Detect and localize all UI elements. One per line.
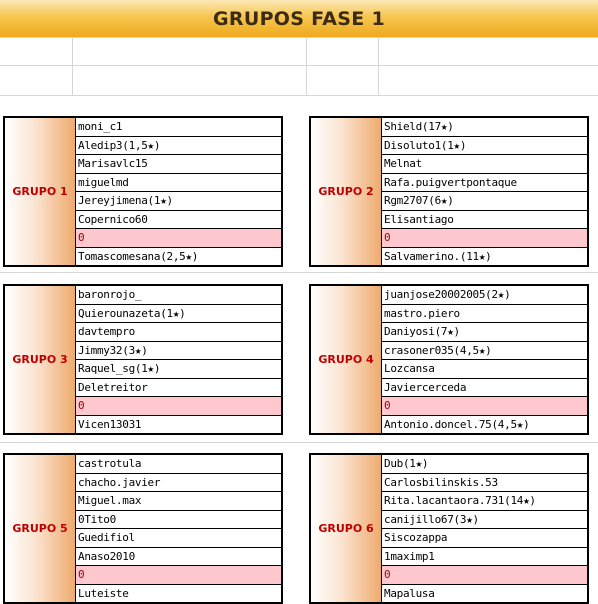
grid-line	[306, 37, 307, 95]
grid-line	[378, 37, 379, 95]
player-cell[interactable]: Dub(1★)	[382, 455, 587, 474]
player-cell[interactable]: Shield(17★)	[382, 118, 587, 137]
group-label: GRUPO 6	[311, 455, 382, 602]
player-cell[interactable]: Deletreitor	[76, 379, 281, 398]
player-cell[interactable]: davtempro	[76, 323, 281, 342]
player-cell[interactable]: 1maximp1	[382, 548, 587, 567]
grid-line	[0, 95, 598, 96]
player-cell[interactable]: mastro.piero	[382, 305, 587, 324]
empty-cell[interactable]: 0	[382, 229, 587, 248]
player-list	[76, 118, 281, 265]
group-label: GRUPO 3	[5, 286, 76, 433]
player-cell[interactable]: Guedifiol	[76, 529, 281, 548]
player-cell[interactable]: Mapalusa	[384, 586, 435, 600]
player-cell[interactable]: Anaso2010	[76, 548, 281, 567]
player-cell[interactable]: moni_c1	[76, 118, 281, 137]
player-cell[interactable]: crasoner035(4,5★)	[382, 342, 587, 361]
player-cell[interactable]: Rafa.puigvertpontaque	[382, 174, 587, 193]
player-cell[interactable]: Carlosbilinskis.53	[382, 474, 587, 493]
player-list	[76, 455, 281, 602]
empty-cell[interactable]: 0	[76, 566, 281, 585]
group-label: GRUPO 2	[311, 118, 382, 265]
player-cell[interactable]: Rita.lacantaora.731(14★)	[382, 492, 587, 511]
player-cell[interactable]: Javiercerceda	[382, 379, 587, 398]
player-cell[interactable]: Raquel_sg(1★)	[76, 360, 281, 379]
player-cell[interactable]: Quierounazeta(1★)	[76, 305, 281, 324]
group-1-table	[3, 116, 283, 267]
player-cell[interactable]: Rgm2707(6★)	[382, 192, 587, 211]
player-cell[interactable]: Jereyjimena(1★)	[76, 192, 281, 211]
player-list	[76, 286, 281, 433]
player-cell[interactable]: Aledip3(1,5★)	[76, 137, 281, 156]
empty-cell[interactable]: 0	[382, 566, 587, 585]
player-cell[interactable]: chacho.javier	[76, 474, 281, 493]
player-cell[interactable]: canijillo67(3★)	[382, 511, 587, 530]
player-cell[interactable]: Vicen13031	[78, 417, 142, 431]
player-cell[interactable]: Lozcansa	[382, 360, 587, 379]
player-cell[interactable]: Miguel.max	[76, 492, 281, 511]
group-5-table	[3, 453, 283, 604]
player-list	[382, 286, 587, 433]
group-label: GRUPO 1	[5, 118, 76, 265]
grid-line	[0, 65, 598, 66]
player-cell[interactable]: Marisavlc15	[76, 155, 281, 174]
group-2-table	[309, 116, 589, 267]
player-cell[interactable]: Copernico60	[76, 211, 281, 230]
player-cell[interactable]: 0Tito0	[76, 511, 281, 530]
grid-line	[72, 37, 73, 95]
group-label: GRUPO 4	[311, 286, 382, 433]
group-4-table	[309, 284, 589, 435]
player-cell[interactable]: Salvamerino.(11★)	[384, 249, 492, 263]
player-list	[382, 118, 587, 265]
grid-line	[0, 37, 598, 38]
player-list	[382, 455, 587, 602]
player-cell[interactable]: Siscozappa	[382, 529, 587, 548]
player-cell[interactable]: Elisantiago	[382, 211, 587, 230]
empty-cell[interactable]: 0	[76, 229, 281, 248]
player-cell[interactable]: Luteiste	[78, 586, 129, 600]
group-3-table	[3, 284, 283, 435]
player-cell[interactable]: Antonio.doncel.75(4,5★)	[384, 417, 530, 431]
player-cell[interactable]: Melnat	[382, 155, 587, 174]
player-cell[interactable]: Daniyosi(7★)	[382, 323, 587, 342]
player-cell[interactable]: Jimmy32(3★)	[76, 342, 281, 361]
player-cell[interactable]: castrotula	[76, 455, 281, 474]
grid-line	[0, 272, 598, 273]
page-title: GRUPOS FASE 1	[0, 0, 598, 37]
group-6-table	[309, 453, 589, 604]
player-cell[interactable]: baronrojo_	[76, 286, 281, 305]
player-cell[interactable]: juanjose20002005(2★)	[382, 286, 587, 305]
player-cell[interactable]: miguelmd	[76, 174, 281, 193]
empty-cell[interactable]: 0	[76, 397, 281, 416]
group-label: GRUPO 5	[5, 455, 76, 602]
empty-cell[interactable]: 0	[382, 397, 587, 416]
player-cell[interactable]: Tomascomesana(2,5★)	[78, 249, 199, 263]
grid-line	[0, 442, 598, 443]
player-cell[interactable]: Disoluto1(1★)	[382, 137, 587, 156]
